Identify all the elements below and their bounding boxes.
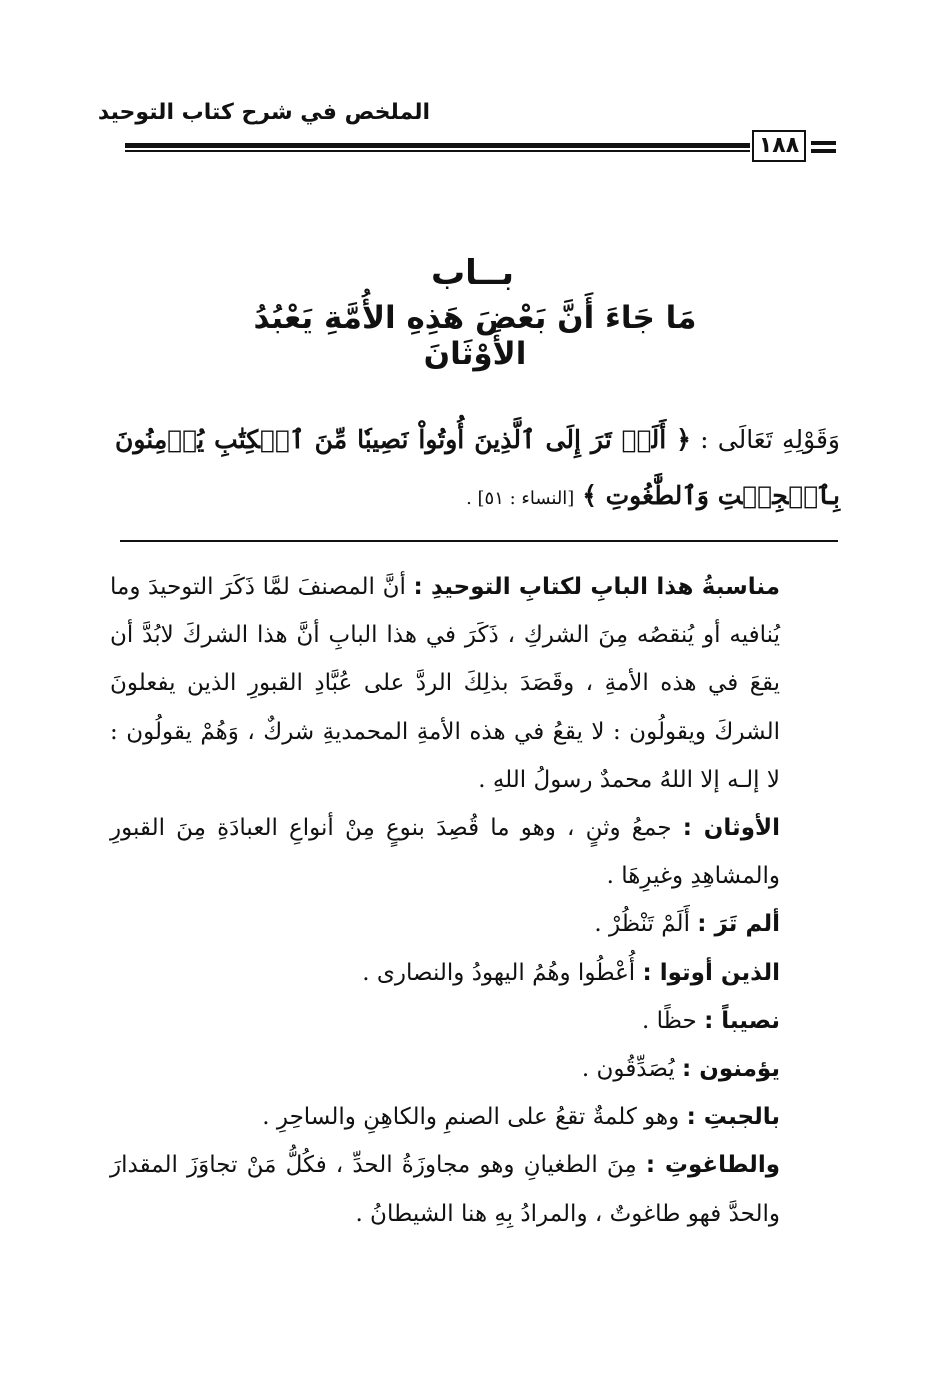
verse-reference: [النساء : ٥١] . — [466, 488, 575, 509]
header-rule — [125, 143, 750, 152]
paragraph-nasiban — [110, 997, 840, 1045]
running-title: الملخص في شرح كتاب التوحيد — [97, 100, 430, 125]
term-explanation: أَلَمْ تَنْظُرْ . — [594, 911, 690, 938]
term-explanation: حظًا . — [642, 1007, 697, 1034]
chapter-label: بــاب — [431, 253, 514, 293]
term-explanation: أنَّ المصنفَ لمَّا ذَكَرَ التوحيدَ وما يُنافيه أو يُنقصُه مِنَ الشركِ ، ذَكَرَ في هذا البابِ أنَّ هذا الشركَ لابُدَّ أن يقعَ في هذه الأمةِ ، وقَصَدَ بذلِكَ الردَّ على عُبَّادِ القبورِ الذين يفعلونَ الشركَ ويقولُون : لا يقعُ في هذه الأمةِ المحمديةِ شركٌ ، وَهُمْ يقولُون : لا إلـه إلا اللهُ محمدٌ رسولُ اللهِ . — [110, 574, 780, 793]
term-explanation: مِنَ الطغيانِ وهو مجاوزَةُ الحدِّ ، فكُلُّ مَنْ تجاوَزَ المقدارَ والحدَّ فهو طاغوتٌ ، والمرادُ بِهِ هنا الشيطانُ . — [110, 1152, 780, 1227]
term-label: ألم تَرَ : — [697, 911, 780, 938]
paragraph-alam-tara — [110, 900, 840, 948]
page-number-ornament-bottom — [811, 149, 836, 153]
term-explanation: أُعْطُوا وهُمُ اليهودُ والنصارى . — [362, 959, 636, 986]
chapter-title: مَا جَاءَ أَنَّ بَعْضَ هَذِهِ الأُمَّةِ يَعْبُدُ الأَوْثَانَ — [253, 300, 697, 372]
term-label: نصيباً : — [704, 1007, 780, 1034]
verse-intro: وَقَوْلِهِ تَعَالَى : — [700, 425, 841, 454]
paragraph-taghut — [110, 1141, 840, 1237]
paragraph-awthan — [110, 804, 840, 900]
term-label: الأوثان : — [682, 815, 781, 842]
page-number: ١٨٨ — [752, 130, 806, 162]
verse-block — [115, 412, 840, 527]
commentary-body — [110, 563, 840, 1238]
page-number-ornament-top — [811, 141, 836, 145]
paragraph-alladhina-utu — [110, 949, 840, 997]
paragraph-yuminun — [110, 1045, 840, 1093]
term-explanation: يُصَدِّقُون . — [581, 1056, 675, 1083]
paragraph-relevance — [110, 563, 840, 804]
term-explanation: وهو كلمةٌ تقعُ على الصنمِ والكاهِنِ والساحِرِ . — [262, 1104, 680, 1131]
verse-text: ﴿ أَلَمۡ تَرَ إِلَى ٱلَّذِينَ أُوتُواْ نَصِيبٗا مِّنَ ٱلۡكِتَٰبِ يُؤۡمِنُونَ بِٱلۡجِبۡتِ وَٱلطَّٰغُوتِ ﴾ — [115, 425, 840, 510]
term-label: والطاغوتِ : — [645, 1152, 780, 1179]
paragraph-jibt — [110, 1093, 840, 1141]
term-label: بالجبتِ : — [686, 1104, 780, 1131]
term-label: الذين أوتوا : — [642, 959, 780, 986]
section-divider — [120, 540, 838, 542]
term-explanation: جمعُ وثنٍ ، وهو ما قُصِدَ بنوعٍ مِنْ أنواعِ العبادَةِ مِنَ القبورِ والمشاهِدِ وغيرِهَا . — [110, 815, 780, 890]
term-label: مناسبةُ هذا البابِ لكتابِ التوحيدِ : — [413, 574, 780, 600]
term-label: يؤمنون : — [682, 1056, 780, 1083]
